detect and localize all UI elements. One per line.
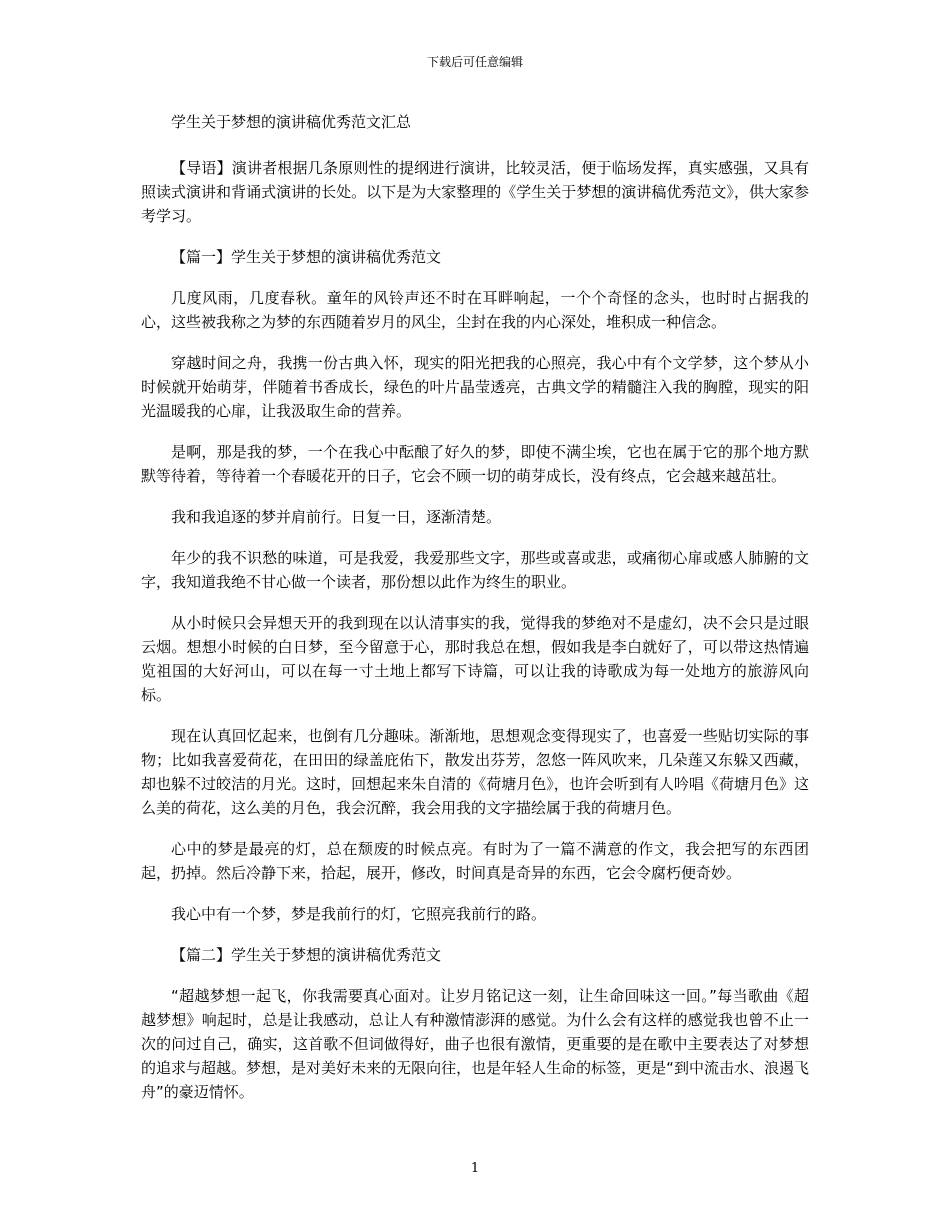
body-paragraph: 是啊，那是我的梦，一个在我心中酝酿了好久的梦，即使不满尘埃，它也在属于它的那个地方默默等待着，等待着一个春暖花开的日子，它会不顾一切的萌芽成长，没有终点，它会越来越茁壮。	[141, 443, 809, 485]
body-paragraph: “超越梦想一起飞，你我需要真心面对。让岁月铭记这一刻，让生命回味这一回。”每当歌曲《超越梦想》响起时，总是让我感动，总让人有种激情澎湃的感觉。为什么会有这样的感觉我也曾不止一次的问过自己，确实，这首歌不但词做得好，曲子也很有激情，更重要的是在歌中主要表达了对梦想的追求与超越。梦想，是对美好未来的无限向往，也是年轻人生命的标签，更是“到中流击水、浪遏飞舟”的豪迈情怀。	[141, 987, 809, 1101]
body-paragraph: 我心中有一个梦，梦是我前行的灯，它照亮我前行的路。	[171, 905, 547, 923]
body-paragraph: 几度风雨，几度春秋。童年的风铃声还不时在耳畔响起，一个个奇怪的念头，也时时占据我的心，这些被我称之为梦的东西随着岁月的风尘，尘封在我的内心深处，堆积成一种信念。	[141, 289, 809, 331]
page-header: 下载后可任意编辑	[426, 55, 523, 69]
page-number: 1	[470, 1161, 480, 1176]
document-title: 学生关于梦想的演讲稿优秀范文汇总	[171, 113, 412, 131]
body-paragraph: 现在认真回忆起来，也倒有几分趣味。渐渐地，思想观念变得现实了，也喜爱一些贴切实际的事物；比如我喜爱荷花，在田田的绿盖庇佑下，散发出芬芳，忽悠一阵风吹来，几朵莲又东躲又西藏，却也躲不过皎洁的月光。这时，回想起来朱自清的《荷塘月色》，也许会听到有人吟唱《荷塘月色》这么美的荷花，这么美的月色，我会沉醉，我会用我的文字描绘属于我的荷塘月色。	[141, 727, 809, 817]
intro-paragraph: 【导语】演讲者根据几条原则性的提纲进行演讲，比较灵活，便于临场发挥，真实感强，又具有照读式演讲和背诵式演讲的长处。以下是为大家整理的《学生关于梦想的演讲稿优秀范文》，供大家参考学习。	[141, 159, 809, 225]
section-heading-2: 【篇二】学生关于梦想的演讲稿优秀范文	[171, 946, 442, 964]
body-paragraph: 穿越时间之舟，我携一份古典入怀，现实的阳光把我的心照亮，我心中有个文学梦，这个梦从小时候就开始萌芽，伴随着书香成长，绿色的叶片晶莹透亮，古典文学的精髓注入我的胸膛，现实的阳光温暖我的心扉，让我汲取生命的营养。	[141, 354, 809, 420]
body-paragraph: 我和我追逐的梦并肩前行。日复一日，逐渐清楚。	[171, 508, 502, 526]
section-heading-1: 【篇一】学生关于梦想的演讲稿优秀范文	[171, 248, 442, 266]
body-paragraph: 心中的梦是最亮的灯，总在颓废的时候点亮。有时为了一篇不满意的作文，我会把写的东西团起，扔掉。然后冷静下来，拾起，展开，修改，时间真是奇异的东西，它会令腐朽便奇妙。	[141, 840, 809, 882]
body-paragraph: 年少的我不识愁的味道，可是我爱，我爱那些文字，那些或喜或悲，或痛彻心扉或感人肺腑的文字，我知道我绝不甘心做一个读者，那份想以此作为终生的职业。	[141, 549, 809, 591]
body-paragraph: 从小时候只会异想天开的我到现在以认清事实的我，觉得我的梦绝对不是虚幻，决不会只是过眼云烟。想想小时候的白日梦，至今留意于心，那时我总在想，假如我是李白就好了，可以带这热情遍览祖国的大好河山，可以在每一寸土地上都写下诗篇，可以让我的诗歌成为每一处地方的旅游风向标。	[141, 614, 809, 704]
document-body	[141, 110, 809, 1121]
